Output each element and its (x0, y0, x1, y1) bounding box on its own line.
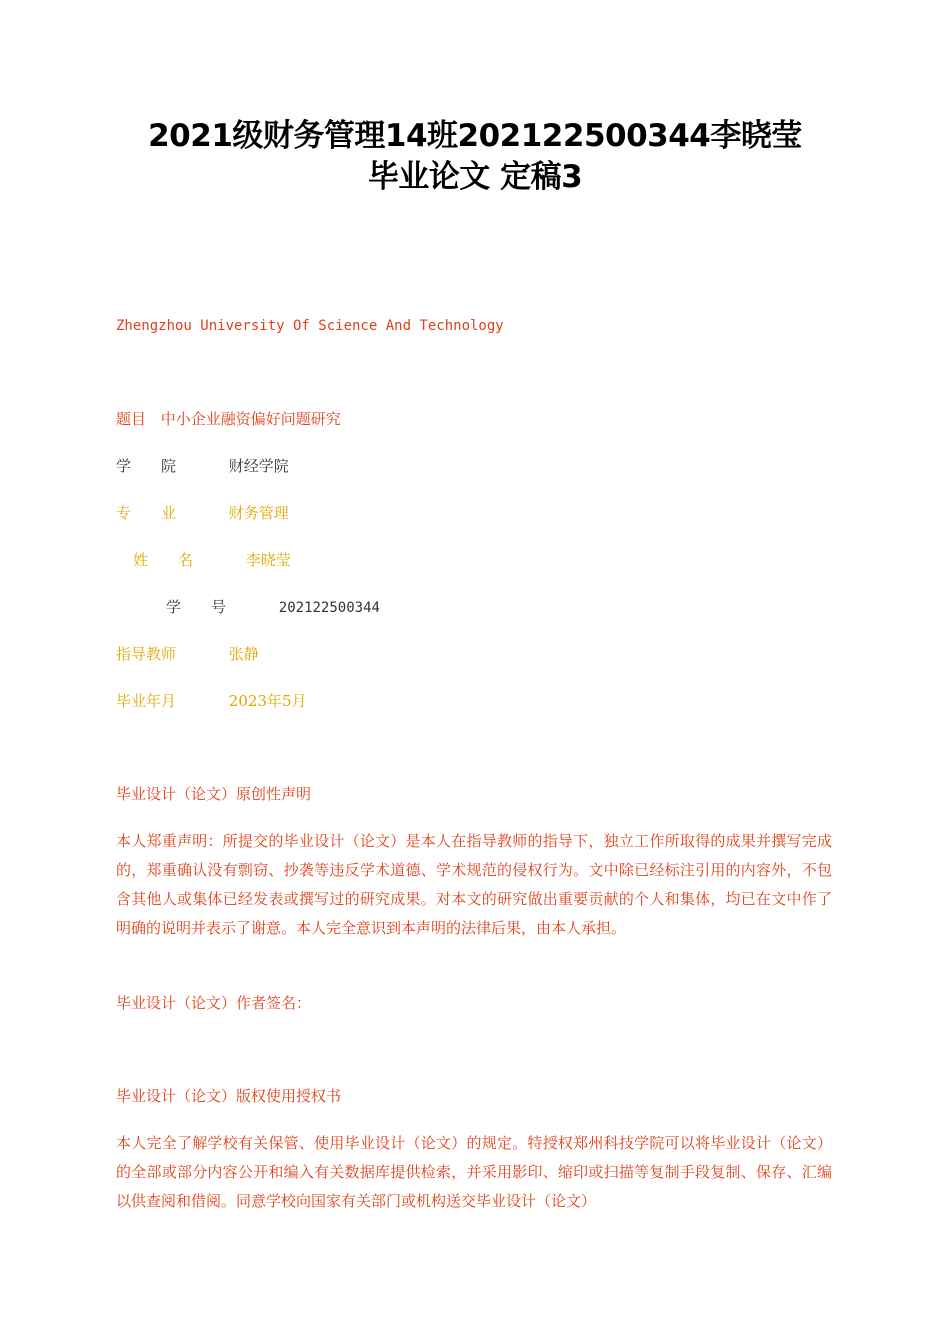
major-label: 专 业 (116, 504, 177, 522)
university-name-en: Zhengzhou University Of Science And Technology (116, 318, 504, 334)
advisor-value: 张静 (228, 645, 259, 663)
topic-value: 中小企业融资偏好问题研究 (160, 410, 341, 428)
advisor-row (116, 644, 259, 664)
topic-row (116, 409, 341, 429)
graduation-date-label: 毕业年月 (116, 692, 177, 710)
document-title-line1: 2021级财务管理14班202122500344李晓莹 (148, 118, 802, 154)
student-id-value: 202122500344 (278, 600, 380, 616)
student-id-label: 学 号 (166, 598, 227, 616)
originality-heading: 毕业设计（论文）原创性声明 (116, 785, 312, 803)
student-id-row (166, 597, 380, 618)
college-row (116, 456, 289, 476)
name-label: 姓 名 (133, 551, 194, 569)
graduation-date-value: 2023年5月 (228, 692, 307, 710)
copyright-body: 本人完全了解学校有关保管、使用毕业设计（论文）的规定。特授权郑州科技学院可以将毕业设计（论文）的全部或部分内容公开和编入有关数据库提供检索，并采用影印、缩印或扫描等复制手段复制、保存、汇编以供查阅和借阅。同意学校向国家有关部门或机构送交毕业设计（论文） (116, 1134, 832, 1210)
originality-body: 本人郑重声明：所提交的毕业设计（论文）是本人在指导教师的指导下，独立工作所取得的成果并撰写完成的，郑重确认没有剽窃、抄袭等违反学术道德、学术规范的侵权行为。文中除已经标注引用的内容外，不包含其他人或集体已经发表或撰写过的研究成果。对本文的研究做出重要贡献的个人和集体，均已在文中作了明确的说明并表示了谢意。本人完全意识到本声明的法律后果，由本人承担。 (116, 832, 832, 937)
name-row (133, 550, 291, 570)
topic-label: 题目 (116, 410, 147, 428)
major-value: 财务管理 (228, 504, 289, 522)
advisor-label: 指导教师 (116, 645, 177, 663)
copyright-heading: 毕业设计（论文）版权使用授权书 (116, 1087, 342, 1105)
graduation-date-row (116, 691, 307, 711)
author-signature-label: 毕业设计（论文）作者签名： (116, 994, 312, 1012)
college-value: 财经学院 (228, 457, 289, 475)
document-title-line2: 毕业论文 定稿3 (367, 159, 583, 195)
major-row (116, 503, 289, 523)
college-label: 学 院 (116, 457, 177, 475)
name-value: 李晓莹 (245, 551, 291, 569)
